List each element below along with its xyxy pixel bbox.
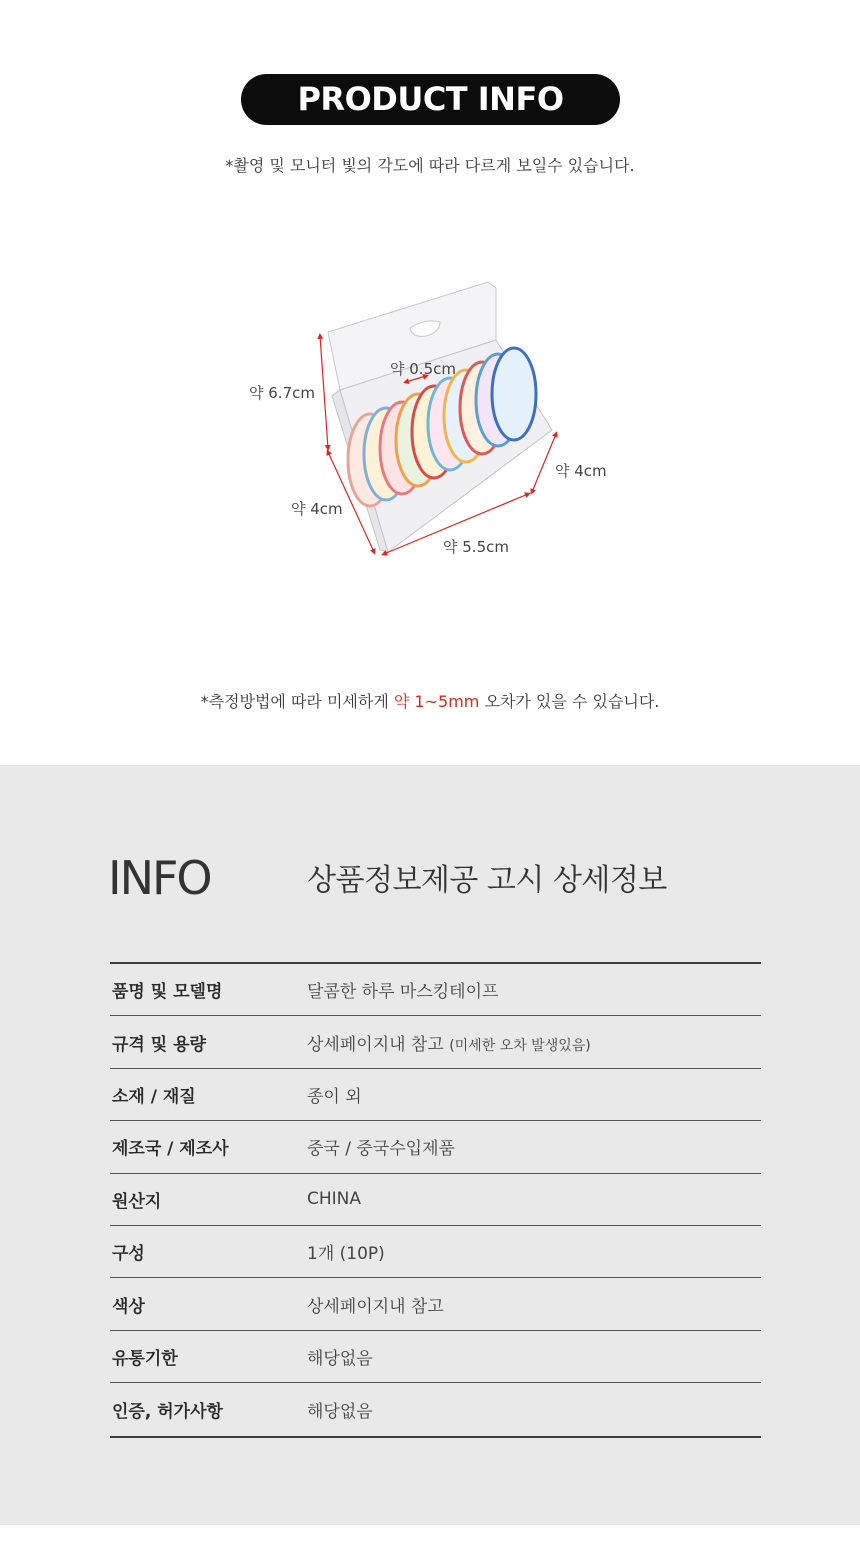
- table-row: [110, 1069, 761, 1121]
- row-value: [307, 977, 761, 1002]
- row-value: [307, 1292, 761, 1317]
- spec-table: [110, 962, 761, 1438]
- dim-tape-width-label: 약 0.5cm: [390, 360, 456, 378]
- table-row: [110, 1226, 761, 1278]
- measure-note-text-end: 오차가 있을 수 있습니다.: [479, 692, 660, 711]
- table-row: [110, 1121, 761, 1173]
- row-key: 규격 및 용량: [112, 1034, 206, 1055]
- row-value: [307, 1239, 761, 1264]
- row-key: 색상: [112, 1296, 145, 1317]
- page-bottom-spacer: [0, 1525, 860, 1557]
- row-value: [307, 1397, 761, 1422]
- row-value-text: 달콤한 하루 마스킹테이프: [307, 982, 499, 1003]
- color-disclaimer: *촬영 및 모니터 빛의 각도에 따라 다르게 보일수 있습니다.: [225, 156, 635, 175]
- product-dimension-figure: [240, 270, 640, 570]
- table-row: [110, 1331, 761, 1383]
- row-value: [307, 1030, 761, 1055]
- dim-depth-right-label: 약 4cm: [555, 462, 607, 480]
- row-value: [307, 1189, 761, 1209]
- row-key: 소재 / 재질: [112, 1086, 196, 1107]
- row-value: [307, 1134, 761, 1159]
- row-key: 인증, 허가사항: [112, 1401, 223, 1422]
- row-value-text: 1개 (10P): [307, 1244, 385, 1265]
- row-value: [307, 1344, 761, 1369]
- product-info-section: [0, 0, 860, 765]
- row-value-text: 해당없음: [307, 1348, 373, 1369]
- info-title: INFO: [108, 851, 211, 905]
- row-key: 원산지: [112, 1191, 162, 1212]
- row-value: [307, 1082, 761, 1107]
- dim-depth-left-label: 약 4cm: [291, 500, 343, 518]
- product-info-badge: PRODUCT INFO: [241, 74, 620, 125]
- row-key: 제조국 / 제조사: [112, 1139, 229, 1160]
- measure-note-highlight: 약 1~5mm: [393, 692, 480, 711]
- row-value-text: CHINA: [307, 1189, 362, 1210]
- row-key: 구성: [112, 1244, 145, 1265]
- table-row: [110, 1278, 761, 1330]
- measurement-disclaimer: [0, 689, 860, 712]
- row-value-text: 해당없음: [307, 1401, 373, 1422]
- row-value-text: 상세페이지내 참고: [307, 1296, 444, 1317]
- dim-width-label: 약 5.5cm: [443, 538, 509, 556]
- dim-height-label: 약 6.7cm: [249, 384, 315, 402]
- table-row: [110, 1016, 761, 1068]
- measure-note-text: *측정방법에 따라 미세하게: [200, 692, 394, 711]
- table-row: [110, 1174, 761, 1226]
- row-value-extra: (미세한 오차 발생있음): [449, 1037, 591, 1054]
- row-value-text: 상세페이지내 참고: [307, 1034, 444, 1055]
- info-section: [0, 765, 860, 1525]
- row-key: 품명 및 모델명: [112, 982, 223, 1003]
- info-subtitle: 상품정보제공 고시 상세정보: [307, 863, 667, 898]
- table-row: [110, 964, 761, 1016]
- tape-box-illustration: [240, 270, 640, 570]
- row-value-text: 중국 / 중국수입제품: [307, 1139, 455, 1160]
- table-row: [110, 1383, 761, 1435]
- row-value-text: 종이 외: [307, 1086, 362, 1107]
- row-key: 유통기한: [112, 1348, 178, 1369]
